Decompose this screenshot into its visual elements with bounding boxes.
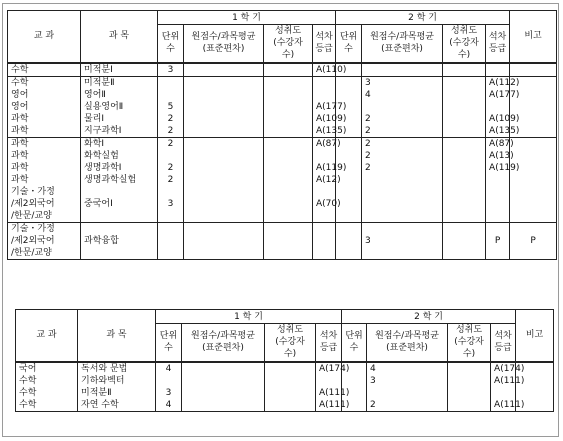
table-cell	[486, 222, 510, 235]
table-cell	[184, 186, 264, 198]
table-cell	[486, 174, 510, 186]
header-achievement: 성취도 (수강자 수)	[443, 25, 486, 63]
table-cell	[184, 162, 264, 174]
table-cell: 4	[156, 362, 182, 375]
table-cell	[362, 186, 443, 198]
table-cell	[264, 162, 313, 174]
table-cell	[184, 125, 264, 138]
header-semester-2: 2 학 기	[342, 310, 516, 324]
header-subject-group: 교 과	[16, 310, 78, 362]
table-cell	[182, 387, 265, 399]
table-cell	[510, 186, 557, 198]
table-cell: A(111)	[491, 375, 516, 387]
table-cell	[486, 101, 510, 113]
table-cell: 물리Ⅰ	[81, 113, 158, 125]
table-cell: 4	[367, 362, 448, 375]
table-cell	[264, 210, 313, 223]
table-cell: 2	[367, 399, 448, 412]
table-row	[8, 76, 557, 89]
table-cell	[265, 387, 316, 399]
table-cell	[81, 222, 158, 235]
table-row	[8, 113, 557, 125]
table-cell: 기술・가정	[8, 222, 81, 235]
table-cell	[362, 222, 443, 235]
table-cell	[184, 63, 264, 77]
table-cell	[264, 198, 313, 210]
table-cell: 2	[158, 162, 184, 174]
table-cell	[156, 375, 182, 387]
table-cell: 지구과학Ⅰ	[81, 125, 158, 138]
table-cell: 3	[367, 375, 448, 387]
table-cell	[182, 362, 265, 375]
table-cell	[158, 89, 184, 101]
table-cell	[486, 198, 510, 210]
header-raw-score: 원점수/과목평균 (표준편차)	[182, 324, 265, 362]
table-cell: 3	[362, 235, 443, 247]
table-cell: 미적분Ⅰ	[81, 63, 158, 77]
table-cell	[313, 186, 336, 198]
table-cell	[264, 150, 313, 162]
header-subject-group: 교 과	[8, 11, 81, 63]
table-cell: 독서와 문법	[78, 362, 156, 375]
table-cell	[184, 76, 264, 89]
table-cell: 3	[158, 63, 184, 77]
table-cell: A(135)	[313, 125, 336, 138]
table-cell	[510, 247, 557, 260]
table-cell	[486, 247, 510, 260]
table-cell	[184, 247, 264, 260]
table-cell	[184, 89, 264, 101]
table-cell	[443, 89, 486, 101]
table-cell	[81, 186, 158, 198]
table-cell	[184, 210, 264, 223]
table-cell: 화학실험	[81, 150, 158, 162]
table-cell	[336, 210, 362, 223]
table-cell: A(111)	[491, 399, 516, 412]
table-cell	[362, 63, 443, 77]
table-cell	[265, 362, 316, 375]
table-cell: 2	[362, 162, 443, 174]
table-cell: 과학	[8, 113, 81, 125]
table-cell: A(174)	[491, 362, 516, 375]
table-cell	[443, 113, 486, 125]
table-cell	[264, 137, 313, 150]
table-cell: 수학	[16, 399, 78, 412]
table-cell: 2	[158, 113, 184, 125]
table-cell	[336, 247, 362, 260]
table-cell: /제2외국어	[8, 235, 81, 247]
table-cell: A(174)	[316, 362, 342, 375]
table-cell	[510, 137, 557, 150]
table-cell	[264, 113, 313, 125]
table-cell: 5	[158, 101, 184, 113]
table-cell	[264, 101, 313, 113]
table-cell	[486, 186, 510, 198]
table-cell	[486, 210, 510, 223]
table-cell	[443, 137, 486, 150]
table-cell	[448, 399, 491, 412]
table-cell: 미적분Ⅱ	[78, 387, 156, 399]
header-rank: 석차 등급	[486, 25, 510, 63]
table-cell: A(135)	[486, 125, 510, 138]
table-cell	[182, 375, 265, 387]
table-cell	[443, 210, 486, 223]
table-cell	[510, 150, 557, 162]
table-cell: 생명과학실험	[81, 174, 158, 186]
header-units: 단위 수	[342, 324, 367, 362]
table-cell	[158, 76, 184, 89]
table-cell	[510, 101, 557, 113]
table-cell	[184, 101, 264, 113]
grades-table-1	[7, 10, 557, 260]
table-cell	[443, 63, 486, 77]
table-cell: 과학	[8, 162, 81, 174]
table-cell: /한문/교양	[8, 210, 81, 223]
table-cell	[443, 235, 486, 247]
table-cell	[336, 235, 362, 247]
header-units: 단위 수	[158, 25, 184, 63]
table-row	[8, 162, 557, 174]
table-cell	[443, 125, 486, 138]
table-row	[8, 222, 557, 235]
header-units: 단위 수	[336, 25, 362, 63]
table-cell	[182, 399, 265, 412]
table-cell	[264, 186, 313, 198]
table-row	[16, 375, 554, 387]
table-cell	[184, 150, 264, 162]
table-cell: 수학	[8, 63, 81, 77]
table-cell: 미적분Ⅱ	[81, 76, 158, 89]
table-cell: 중국어Ⅰ	[81, 198, 158, 210]
table-cell: 과학	[8, 150, 81, 162]
table-cell	[510, 222, 557, 235]
table-cell	[336, 150, 362, 162]
table-cell	[158, 235, 184, 247]
table-cell	[313, 76, 336, 89]
table-row	[8, 89, 557, 101]
header-units: 단위 수	[156, 324, 182, 362]
table-cell	[264, 174, 313, 186]
table-cell	[184, 198, 264, 210]
table-cell	[443, 150, 486, 162]
table-cell: 과학	[8, 125, 81, 138]
table-cell: A(13)	[486, 150, 510, 162]
table-row	[16, 399, 554, 412]
table-cell: 영어	[8, 101, 81, 113]
table-cell	[443, 222, 486, 235]
table-cell	[336, 222, 362, 235]
header-rank: 석차 등급	[491, 324, 516, 362]
header-rank: 석차 등급	[316, 324, 342, 362]
table-cell	[443, 101, 486, 113]
table-cell	[264, 89, 313, 101]
table-cell	[336, 76, 362, 89]
table-cell: 2	[362, 113, 443, 125]
table-row	[8, 198, 557, 210]
table-cell	[313, 210, 336, 223]
table-cell	[313, 222, 336, 235]
grades-table-2	[15, 309, 554, 412]
table-cell	[443, 174, 486, 186]
table-cell	[443, 162, 486, 174]
table-cell: A(119)	[313, 162, 336, 174]
table-cell: A(12)	[313, 174, 336, 186]
table-cell	[264, 235, 313, 247]
table-row	[8, 235, 557, 247]
table-cell	[158, 222, 184, 235]
table-cell	[313, 247, 336, 260]
table-cell: 화학Ⅰ	[81, 137, 158, 150]
table-cell: /한문/교양	[8, 247, 81, 260]
table-cell	[367, 387, 448, 399]
table-cell	[184, 113, 264, 125]
header-achievement: 성취도 (수강자 수)	[265, 324, 316, 362]
table-cell	[158, 150, 184, 162]
header-raw-score: 원점수/과목평균 (표준편차)	[362, 25, 443, 63]
table-cell: 기하와벡터	[78, 375, 156, 387]
header-semester-2: 2 학 기	[336, 11, 510, 25]
table-cell: 생명과학Ⅰ	[81, 162, 158, 174]
table-cell	[362, 247, 443, 260]
table-cell: A(111)	[316, 387, 342, 399]
table-cell: A(111)	[316, 399, 342, 412]
header-semester-1: 1 학 기	[156, 310, 342, 324]
table-cell	[510, 63, 557, 77]
table-cell: A(177)	[313, 101, 336, 113]
table-row	[8, 247, 557, 260]
table-cell: P	[510, 235, 557, 247]
table-cell: 실용영어Ⅱ	[81, 101, 158, 113]
header-remarks: 비고	[510, 11, 557, 63]
table-cell	[264, 222, 313, 235]
table-cell	[264, 125, 313, 138]
header-semester-1: 1 학 기	[158, 11, 336, 25]
table-cell	[362, 174, 443, 186]
table-row	[8, 210, 557, 223]
table-cell	[184, 222, 264, 235]
table-cell: 2	[362, 125, 443, 138]
table-cell: 4	[156, 399, 182, 412]
table-cell: A(87)	[486, 137, 510, 150]
table-cell	[443, 186, 486, 198]
table-cell	[443, 247, 486, 260]
table-cell	[81, 247, 158, 260]
table-cell: 수학	[16, 375, 78, 387]
table-cell: 기술・가정	[8, 186, 81, 198]
table-cell: A(177)	[486, 89, 510, 101]
header-achievement: 성취도 (수강자 수)	[264, 25, 313, 63]
table-cell	[264, 76, 313, 89]
table-cell: A(70)	[313, 198, 336, 210]
table-cell: A(109)	[313, 113, 336, 125]
table-cell	[316, 375, 342, 387]
table-cell	[313, 235, 336, 247]
table-cell: /제2외국어	[8, 198, 81, 210]
header-remarks: 비고	[516, 310, 554, 362]
table-cell	[336, 186, 362, 198]
table-cell	[491, 387, 516, 399]
header-raw-score: 원점수/과목평균 (표준편차)	[367, 324, 448, 362]
table-cell	[448, 362, 491, 375]
table-cell	[443, 198, 486, 210]
table-cell: 국어	[16, 362, 78, 375]
header-course: 과 목	[81, 11, 158, 63]
table-row	[8, 125, 557, 138]
table-cell	[264, 63, 313, 77]
table-cell: A(109)	[486, 113, 510, 125]
table-cell	[81, 210, 158, 223]
table-cell	[486, 63, 510, 77]
header-rank: 석차 등급	[313, 25, 336, 63]
table-cell: 과학	[8, 137, 81, 150]
table-cell: 2	[362, 150, 443, 162]
table-cell: 영어	[8, 89, 81, 101]
table-cell	[362, 198, 443, 210]
table-cell	[342, 375, 367, 387]
table-cell	[362, 210, 443, 223]
table-cell	[510, 198, 557, 210]
table-cell	[443, 76, 486, 89]
table-cell: 3	[362, 76, 443, 89]
table-cell	[265, 399, 316, 412]
table-cell: 과학융합	[81, 235, 158, 247]
table-cell: 2	[158, 125, 184, 138]
table-cell: 수학	[8, 76, 81, 89]
table-cell	[516, 387, 554, 399]
table-cell	[448, 375, 491, 387]
table-row	[16, 362, 554, 375]
table-cell: 영어Ⅱ	[81, 89, 158, 101]
table-cell	[336, 89, 362, 101]
table-cell: 2	[158, 174, 184, 186]
table-row	[16, 387, 554, 399]
table-cell	[265, 375, 316, 387]
table-cell: 과학	[8, 174, 81, 186]
table-cell	[158, 186, 184, 198]
table-cell: P	[486, 235, 510, 247]
table-cell: A(119)	[486, 162, 510, 174]
header-course: 과 목	[78, 310, 156, 362]
table-cell	[448, 387, 491, 399]
table-cell	[510, 210, 557, 223]
table-cell: A(87)	[313, 137, 336, 150]
table-row	[8, 137, 557, 150]
table-cell	[313, 89, 336, 101]
table-cell: 자연 수학	[78, 399, 156, 412]
table-cell: 2	[362, 137, 443, 150]
table-cell	[362, 101, 443, 113]
table-row	[8, 186, 557, 198]
table-cell	[158, 247, 184, 260]
table-cell: 3	[158, 198, 184, 210]
table-row	[8, 101, 557, 113]
table-cell: A(112)	[486, 76, 510, 89]
table-cell	[184, 174, 264, 186]
table-cell: 수학	[16, 387, 78, 399]
table-cell	[510, 174, 557, 186]
table-row	[8, 63, 557, 77]
table-cell: 3	[156, 387, 182, 399]
table-row	[8, 150, 557, 162]
table-cell: A(110)	[313, 63, 336, 77]
table-row	[8, 174, 557, 186]
table-cell	[184, 137, 264, 150]
table-cell: 2	[158, 137, 184, 150]
header-raw-score: 원점수/과목평균 (표준편차)	[184, 25, 264, 63]
header-achievement: 성취도 (수강자 수)	[448, 324, 491, 362]
table-cell: 4	[362, 89, 443, 101]
table-cell	[264, 247, 313, 260]
table-cell	[313, 150, 336, 162]
table-cell	[184, 235, 264, 247]
table-cell	[158, 210, 184, 223]
